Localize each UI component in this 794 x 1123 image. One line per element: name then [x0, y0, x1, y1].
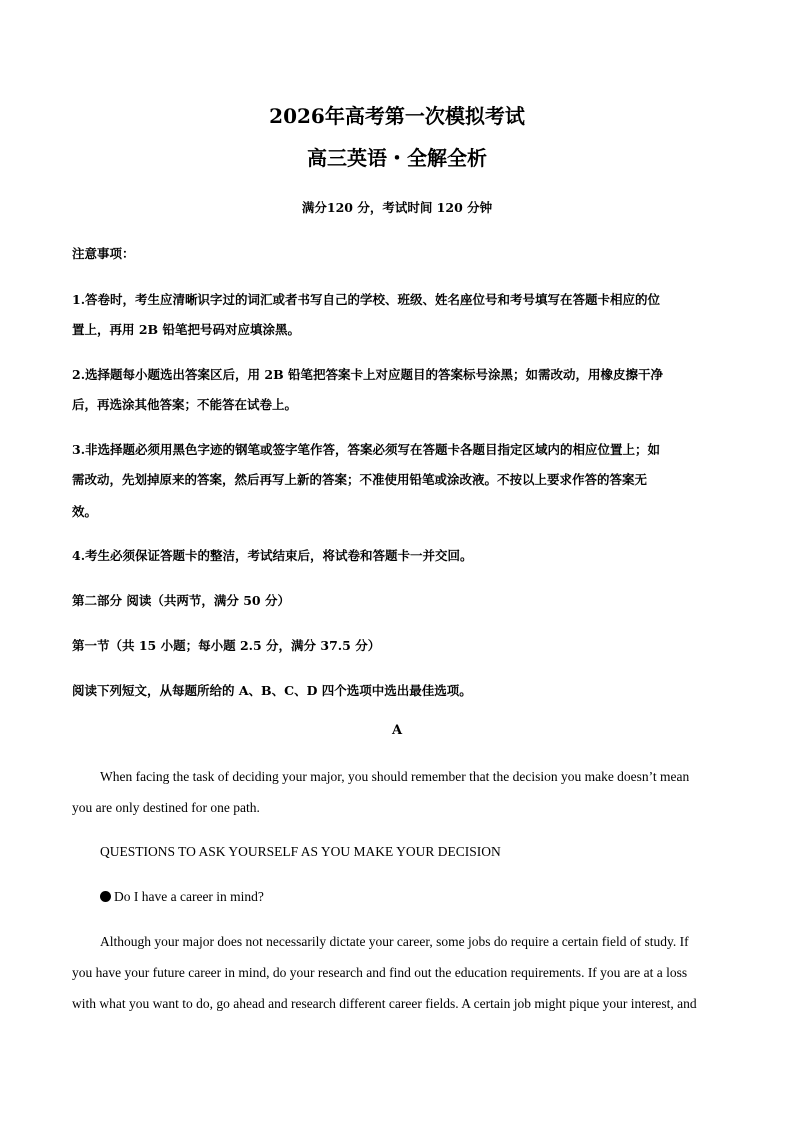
- passage-heading: QUESTIONS TO ASK YOURSELF AS YOU MAKE YOUR DECISION: [100, 844, 501, 859]
- passage-p2-line-1: Although your major does not necessarily dictate your career, some jobs do require a certain field of study. If: [100, 934, 689, 949]
- score-info: 满分120 分，考试时间 120 分钟: [301, 200, 493, 215]
- part-heading: 第二部分 阅读（共两节，满分 50 分）: [72, 593, 290, 608]
- notes-heading: 注意事项：: [72, 246, 135, 261]
- subsection-heading: 第一节（共 15 小题；每小题 2.5 分，满分 37.5 分）: [72, 638, 381, 653]
- passage-label: A: [391, 723, 403, 738]
- exam-subtitle: 高三英语・全解全析: [307, 146, 487, 170]
- note-4: 4.考生必须保证答题卡的整洁，考试结束后，将试卷和答题卡一并交回。: [72, 548, 473, 563]
- exam-title: 2026年高考第一次模拟考试: [269, 104, 525, 128]
- bullet-icon: [100, 891, 111, 902]
- note-1-line-1: 1.答卷时，考生应清晰识字过的词汇或者书写自己的学校、班级、姓名座位号和考号填写在答题卡相应的位: [72, 292, 661, 307]
- note-1-line-2: 置上，再用 2B 铅笔把号码对应填涂黑。: [72, 322, 300, 337]
- passage-p2-line-2: you have your future career in mind, do your research and find out the education requirements. If you are at a loss: [72, 965, 688, 980]
- note-2-line-1: 2.选择题每小题选出答案区后，用 2B 铅笔把答案卡上对应题目的答案标号涂黑；如需改动，用橡皮擦干净: [72, 367, 664, 382]
- passage-p1-line-1: When facing the task of deciding your major, you should remember that the decision you make doesn’t mean: [100, 769, 690, 784]
- passage-p1-line-2: you are only destined for one path.: [72, 800, 260, 815]
- note-3-line-3: 效。: [72, 504, 98, 519]
- note-3-line-2: 需改动，先划掉原来的答案，然后再写上新的答案；不准使用铅笔或涂改液。不按以上要求作答的答案无: [72, 472, 648, 487]
- note-3-line-1: 3.非选择题必须用黑色字迹的钢笔或签字笔作答，答案必须写在答题卡各题目指定区域内的相应位置上；如: [72, 442, 661, 457]
- bullet-question-1: [100, 889, 264, 905]
- note-2-line-2: 后，再选涂其他答案；不能答在试卷上。: [72, 397, 298, 412]
- bullet-question-1-text: Do I have a career in mind?: [114, 889, 264, 904]
- passage-p2-line-3: with what you want to do, go ahead and research different career fields. A certain job might pique your interest, and: [72, 996, 697, 1011]
- instruction: 阅读下列短文，从每题所给的 A、B、C、D 四个选项中选出最佳选项。: [72, 683, 472, 698]
